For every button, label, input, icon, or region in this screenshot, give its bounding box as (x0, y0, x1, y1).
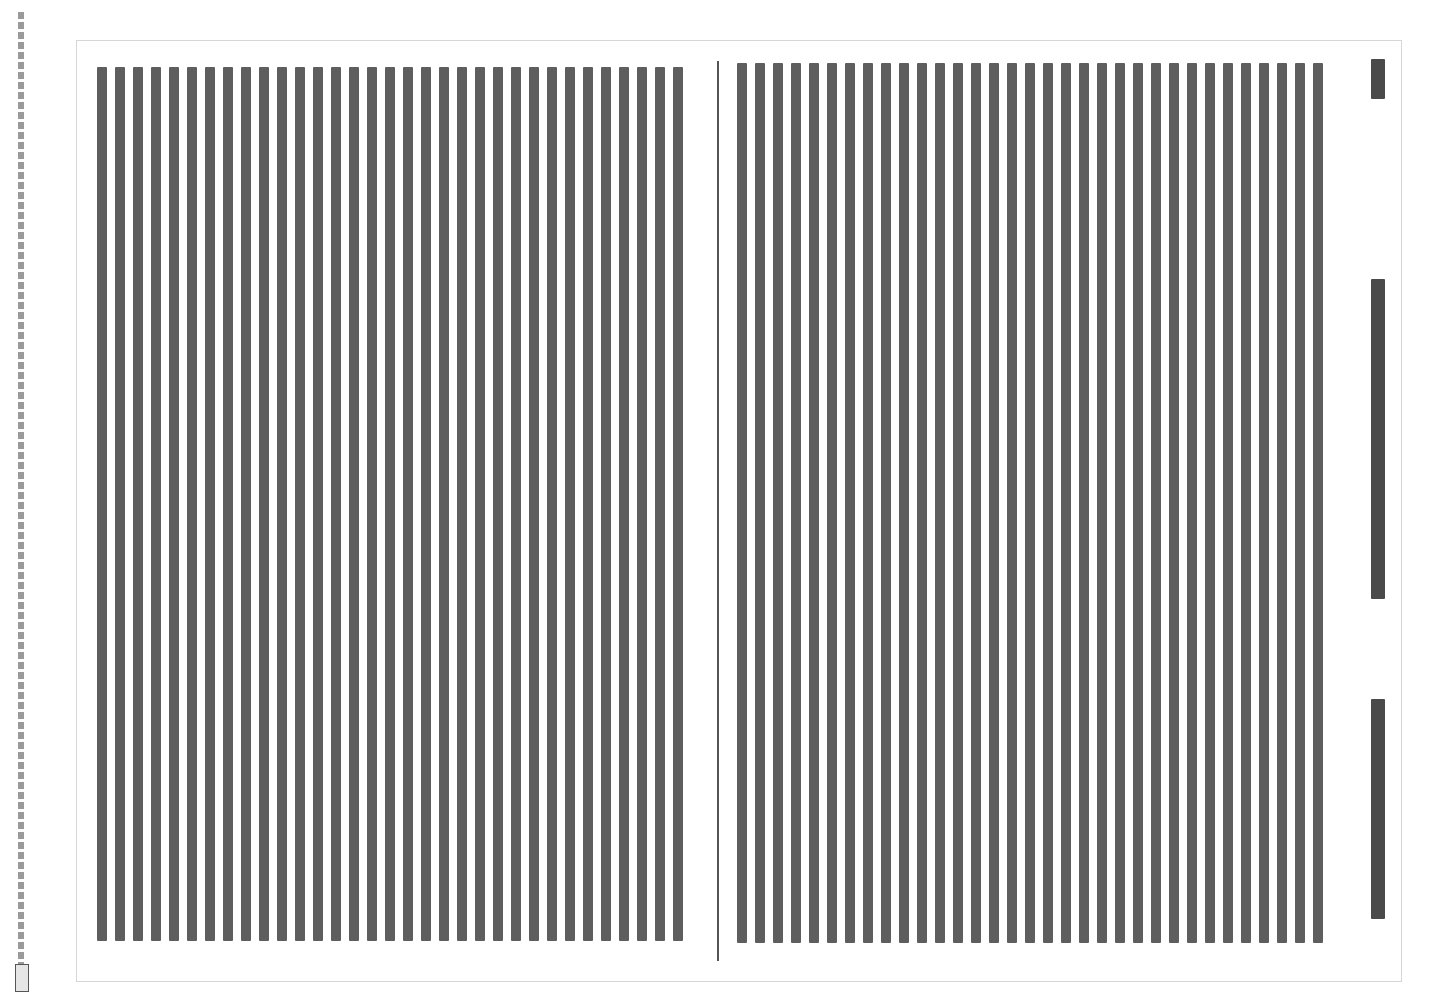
text-line (655, 67, 665, 941)
text-line (493, 67, 503, 941)
text-line (827, 63, 837, 943)
text-line (637, 67, 647, 941)
text-line (385, 67, 395, 941)
text-line (529, 67, 539, 941)
text-line (845, 63, 855, 943)
header-date-mark (1371, 699, 1385, 919)
text-line (755, 63, 765, 943)
text-column-right (737, 55, 1337, 965)
text-line (1187, 63, 1197, 943)
text-line (1259, 63, 1269, 943)
text-line (475, 67, 485, 941)
text-line (97, 67, 107, 941)
text-line (1295, 63, 1305, 943)
text-line (917, 63, 927, 943)
text-line (1223, 63, 1233, 943)
digitization-credit (10, 12, 32, 988)
text-line (115, 67, 125, 941)
text-line (619, 67, 629, 941)
text-line (169, 67, 179, 941)
text-line (1115, 63, 1125, 943)
text-line (863, 63, 873, 943)
text-line (971, 63, 981, 943)
text-line (1025, 63, 1035, 943)
text-line (809, 63, 819, 943)
text-line (565, 67, 575, 941)
text-line (205, 67, 215, 941)
credit-text-strip (18, 12, 24, 988)
header-title-mark (1371, 279, 1385, 599)
page-number-mark (1371, 59, 1385, 99)
text-line (1061, 63, 1071, 943)
text-line (673, 67, 683, 941)
text-line (349, 67, 359, 941)
text-line (331, 67, 341, 941)
scanned-page (76, 40, 1402, 982)
text-line (881, 63, 891, 943)
text-line (989, 63, 999, 943)
text-line (259, 67, 269, 941)
text-line (791, 63, 801, 943)
text-line (547, 67, 557, 941)
text-line (1241, 63, 1251, 943)
text-line (1151, 63, 1161, 943)
text-line (899, 63, 909, 943)
text-line (1097, 63, 1107, 943)
text-line (773, 63, 783, 943)
text-line (1313, 63, 1323, 943)
page-header (1367, 59, 1389, 959)
text-line (935, 63, 945, 943)
text-line (1133, 63, 1143, 943)
text-line (151, 67, 161, 941)
text-line (187, 67, 197, 941)
text-line (439, 67, 449, 941)
text-line (1169, 63, 1179, 943)
text-line (277, 67, 287, 941)
text-line (1277, 63, 1287, 943)
text-line (403, 67, 413, 941)
text-line (601, 67, 611, 941)
text-line (1043, 63, 1053, 943)
text-line (295, 67, 305, 941)
text-line (367, 67, 377, 941)
text-line (1007, 63, 1017, 943)
text-line (1079, 63, 1089, 943)
text-line (511, 67, 521, 941)
text-line (133, 67, 143, 941)
column-divider (717, 61, 719, 961)
text-line (737, 63, 747, 943)
text-line (583, 67, 593, 941)
text-line (457, 67, 467, 941)
text-column-left (97, 55, 697, 965)
text-line (313, 67, 323, 941)
text-line (241, 67, 251, 941)
text-line (223, 67, 233, 941)
text-line (1205, 63, 1215, 943)
text-line (421, 67, 431, 941)
digitization-logo (15, 964, 29, 992)
text-line (953, 63, 963, 943)
